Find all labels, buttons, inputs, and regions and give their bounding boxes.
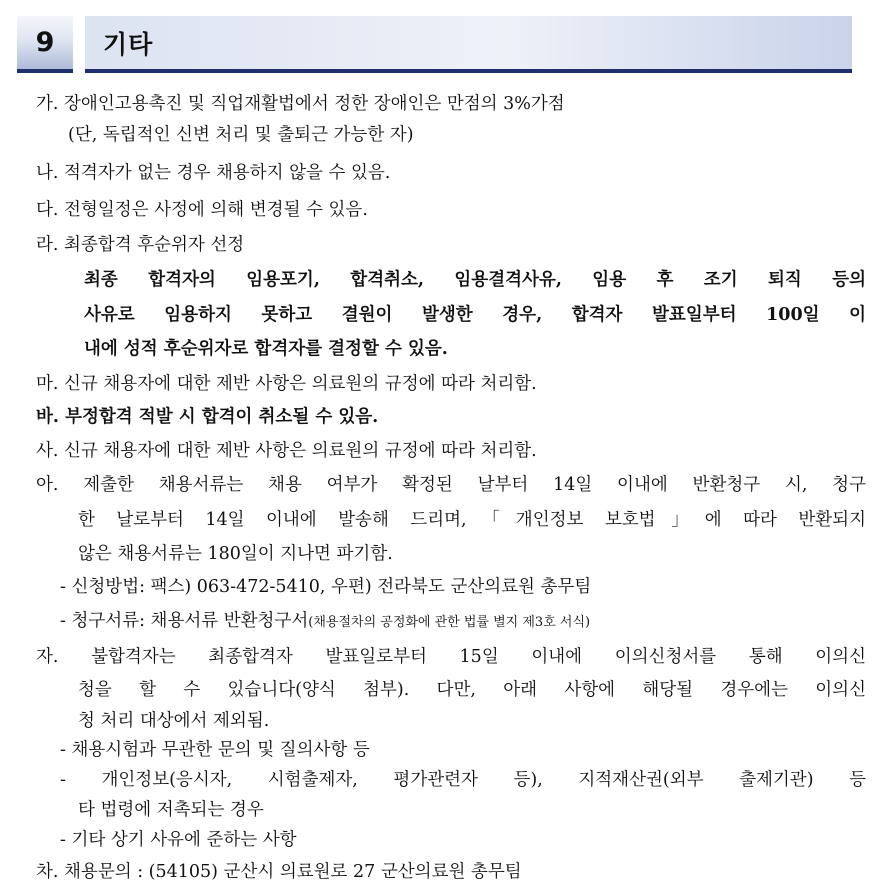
item-ja-line2: 청을 할 수 있습니다(양식 첨부). 다만, 아래 사항에 해당될 경우에는 이의신: [78, 680, 866, 700]
item-ja-detail-2-cont: 타 법령에 저촉되는 경우: [78, 800, 264, 820]
item-ra-bold-line1: 최종 합격자의 임용포기, 합격취소, 임용결격사유, 임용 후 조기 퇴직 등의: [84, 270, 866, 290]
section-number: 9: [35, 27, 55, 58]
item-ja-detail-1: - 채용시험과 무관한 문의 및 질의사항 등: [60, 740, 370, 760]
item-ga-line2: (단, 독립적인 신변 처리 및 출퇴근 가능한 자): [68, 125, 414, 145]
item-ja-detail-3: - 기타 상기 사유에 준하는 사항: [60, 830, 297, 850]
item-na: 나. 적격자가 없는 경우 채용하지 않을 수 있음.: [36, 163, 391, 183]
item-a-line2: 한 날로부터 14일 이내에 발송해 드리며,「개인정보 보호법」에 따라 반환되지: [78, 510, 866, 530]
section-title-box: [85, 16, 852, 73]
item-sa: 사. 신규 채용자에 대한 제반 사항은 의료원의 규정에 따라 처리함.: [36, 441, 537, 461]
item-a-line1: 아. 제출한 채용서류는 채용 여부가 확정된 날부터 14일 이내에 반환청구 시, 청구: [36, 475, 866, 495]
documents-label: - 청구서류: 채용서류 반환청구서: [60, 611, 309, 631]
item-ba: 바. 부정합격 적발 시 합격이 취소될 수 있음.: [36, 407, 379, 427]
item-ma: 마. 신규 채용자에 대한 제반 사항은 의료원의 규정에 따라 처리함.: [36, 374, 537, 394]
documents-form-note: (채용절차의 공정화에 관한 법률 별지 제3호 서식): [308, 615, 591, 630]
section-header: [17, 16, 852, 73]
section-title: 기타: [103, 29, 154, 59]
item-ja-detail-2: - 개인정보(응시자, 시험출제자, 평가관련자 등), 지적재산권(외부 출제기관) 등: [60, 770, 866, 790]
item-a-line3: 않은 채용서류는 180일이 지나면 파기함.: [78, 544, 393, 564]
item-ja-line1: 자. 불합격자는 최종합격자 발표일로부터 15일 이내에 이의신청서를 통해 이의신: [36, 647, 866, 667]
item-ga-line1: 가. 장애인고용촉진 및 직업재활법에서 정한 장애인은 만점의 3%가점: [36, 94, 565, 114]
item-cha: 차. 채용문의 : (54105) 군산시 의료원로 27 군산의료원 총무팀: [36, 862, 522, 882]
item-a-detail-documents: [60, 610, 590, 634]
item-ra-bold-line3: 내에 성적 후순위자로 합격자를 결정할 수 있음.: [84, 339, 448, 359]
item-ra: 라. 최종합격 후순위자 선정: [36, 235, 245, 255]
item-da: 다. 전형일정은 사정에 의해 변경될 수 있음.: [36, 200, 368, 220]
item-ja-line3: 청 처리 대상에서 제외됨.: [78, 711, 270, 731]
section-number-box: [17, 16, 73, 73]
item-a-detail-method: - 신청방법: 팩스) 063-472-5410, 우편) 전라북도 군산의료원 총무팀: [60, 577, 592, 597]
item-ra-bold-line2: 사유로 임용하지 못하고 결원이 발생한 경우, 합격자 발표일부터 100일 이: [84, 305, 866, 325]
